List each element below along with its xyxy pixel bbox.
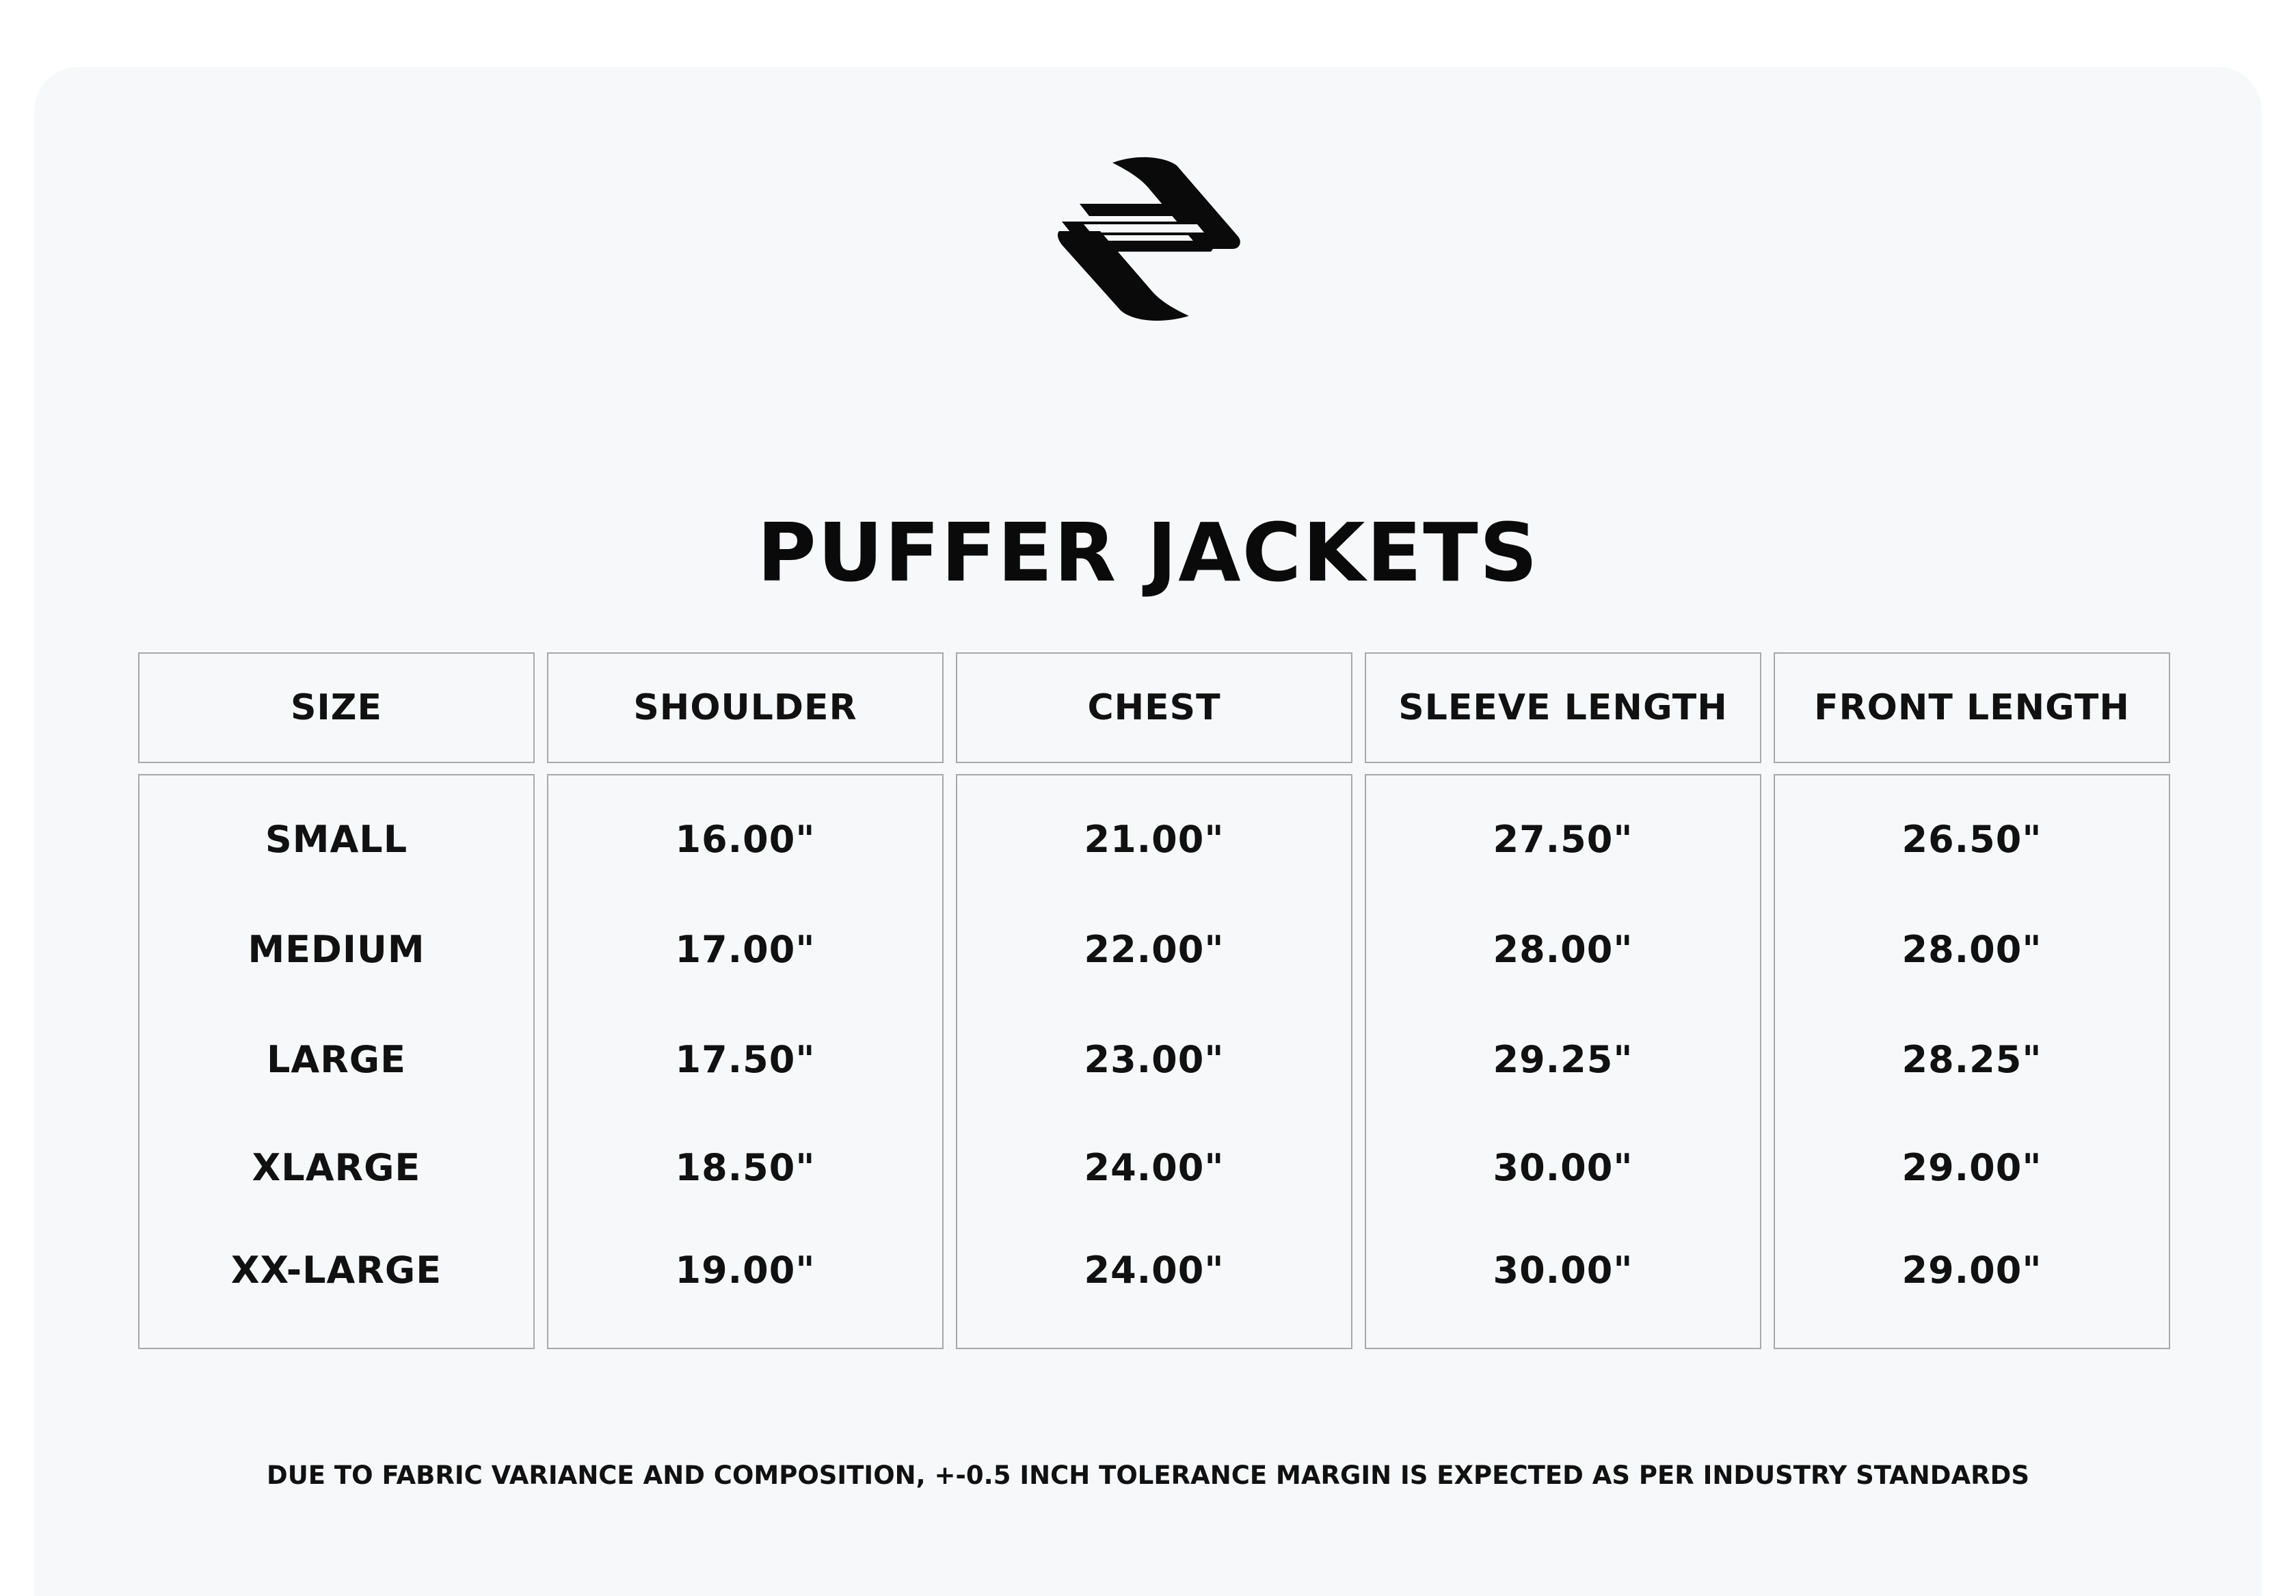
column-shoulder — [547, 774, 944, 1349]
table-cell: XX-LARGE — [230, 1249, 442, 1292]
table-cell: 30.00" — [1493, 1146, 1633, 1189]
header-cell-size: SIZE — [138, 652, 535, 763]
table-cell: 28.00" — [1493, 928, 1633, 971]
table-cell: 30.00" — [1493, 1249, 1633, 1292]
table-cell: 24.00" — [1084, 1146, 1225, 1189]
page-title: PUFFER JACKETS — [757, 505, 1539, 600]
header-cell-sleeve-length: SLEEVE LENGTH — [1365, 652, 1761, 763]
table-cell: 17.50" — [675, 1038, 816, 1081]
table-cell: 29.00" — [1901, 1249, 2042, 1292]
table-cell: 27.50" — [1493, 818, 1633, 861]
brand-logo-icon — [1056, 156, 1241, 323]
table-cell: 29.00" — [1901, 1146, 2042, 1189]
table-cell: 17.00" — [675, 928, 816, 971]
tolerance-note: DUE TO FABRIC VARIANCE AND COMPOSITION, +-0.5 INCH TOLERANCE MARGIN IS EXPECTED AS PER INDUSTRY STANDARDS — [267, 1461, 2029, 1490]
header-cell-shoulder: SHOULDER — [547, 652, 944, 763]
column-size — [138, 774, 535, 1349]
table-cell: 28.25" — [1901, 1038, 2042, 1081]
table-cell: MEDIUM — [248, 928, 425, 971]
table-cell: 16.00" — [675, 818, 816, 861]
column-sleeve-length — [1365, 774, 1761, 1349]
table-cell: 22.00" — [1084, 928, 1225, 971]
header-cell-chest: CHEST — [956, 652, 1352, 763]
table-cell: 26.50" — [1901, 818, 2042, 861]
header-cell-front-length: FRONT LENGTH — [1774, 652, 2170, 763]
column-front-length — [1774, 774, 2170, 1349]
table-cell: XLARGE — [252, 1146, 421, 1189]
table-cell: LARGE — [267, 1038, 406, 1081]
table-cell: 23.00" — [1084, 1038, 1225, 1081]
column-chest — [956, 774, 1352, 1349]
table-cell: 24.00" — [1084, 1249, 1225, 1292]
table-cell: 29.25" — [1493, 1038, 1633, 1081]
table-cell: 28.00" — [1901, 928, 2042, 971]
table-cell: 19.00" — [675, 1249, 816, 1292]
table-cell: SMALL — [265, 818, 408, 861]
table-cell: 21.00" — [1084, 818, 1225, 861]
table-cell: 18.50" — [675, 1146, 816, 1189]
